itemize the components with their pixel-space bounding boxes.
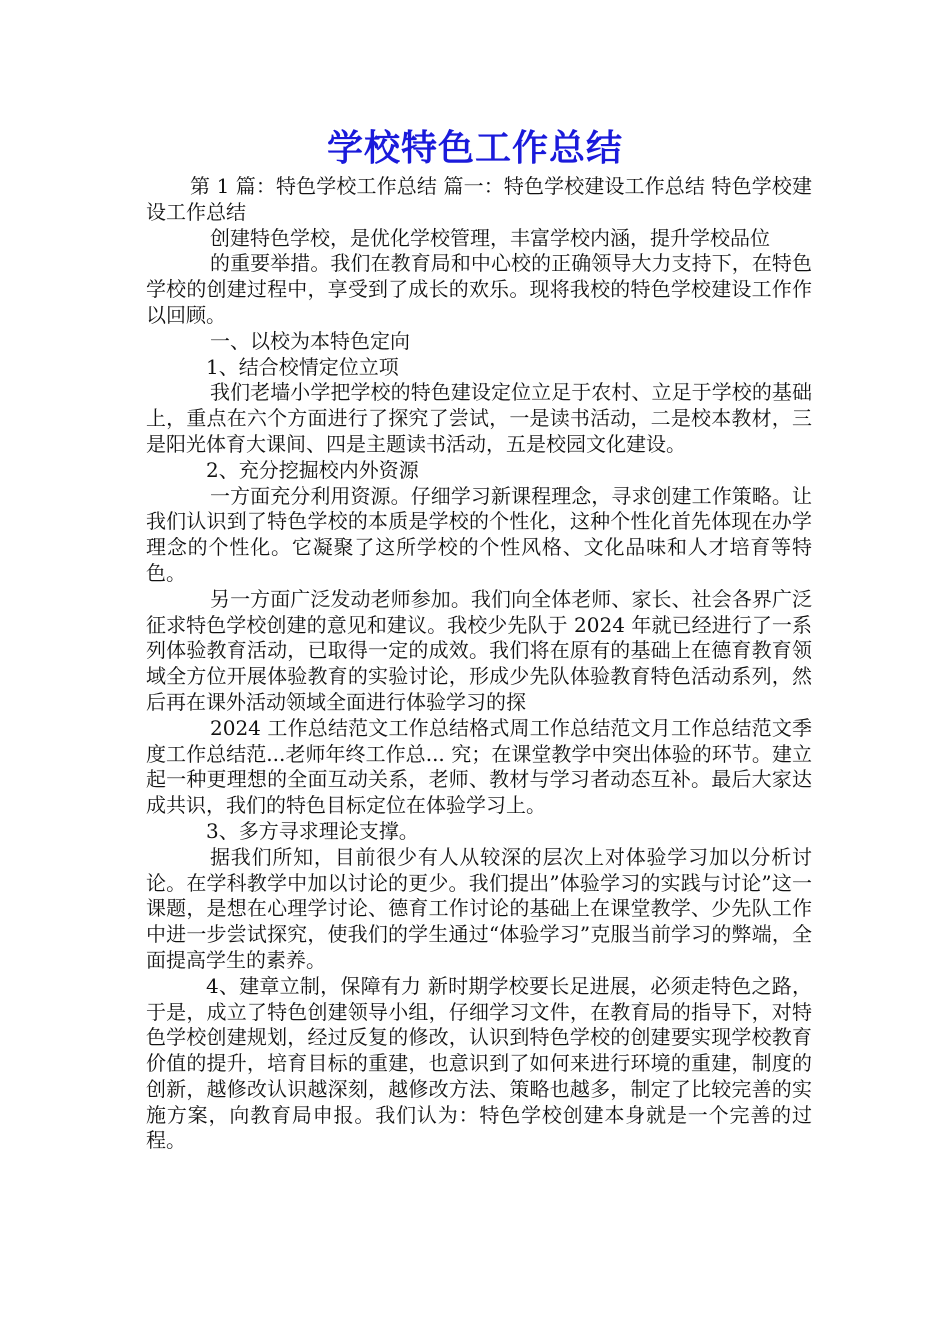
document-title: 学校特色工作总结 bbox=[326, 128, 623, 169]
subheading-2: 2、充分挖掘校内外资源 bbox=[206, 457, 419, 482]
paragraph-intro: 第 1 篇：特色学校工作总结 篇一：特色学校建设工作总结 特色学校建设工作总结 bbox=[146, 174, 812, 224]
paragraph: 我们老墙小学把学校的特色建设定位立足于农村、立足于学校的基础上，重点在六个方面进行了探究了尝试，一是读书活动，二是校本教材，三是阳光体育大课间、四是主题读书活动，五是校园文化建设。 bbox=[146, 380, 812, 456]
paragraph: 据我们所知，目前很少有人从较深的层次上对体验学习加以分析讨论。在学科教学中加以讨论的更少。我们提出”体验学习的实践与讨论”这一课题，是想在心理学讨论、德育工作讨论的基础上在课堂教学、少先队工作中进一步尝试探究，使我们的学生通过“体验学习”克服当前学习的弊端，全面提高学生的素养。 bbox=[146, 844, 812, 972]
subheading-3: 3、多方寻求理论支撑。 bbox=[206, 818, 419, 843]
document-body bbox=[146, 174, 812, 1154]
paragraph: 一方面充分利用资源。仔细学习新课程理念，寻求创建工作策略。让我们认识到了特色学校的本质是学校的个性化，这种个性化首先体现在办学理念的个性化。它凝聚了这所学校的个性风格、文化品味和人才培育等特色。 bbox=[146, 483, 812, 585]
subheading-4: 4、建章立制，保障有力 新时期学校要长足进展，必须走特色之路，于是，成立了特色创建领导小组，仔细学习文件，在教育局的指导下，对特色学校创建规划，经过反复的修改，认识到特色学校的创建要实现学校教育价值的提升，培育目标的重建，也意识到了如何来进行环境的重建，制度的创新，越修改认识越深刻，越修改方法、策略也越多，制定了比较完善的实施方案，向教育局申报。我们认为：特色学校创建本身就是一个完善的过程。 bbox=[146, 973, 812, 1153]
paragraph: 另一方面广泛发动老师参加。我们向全体老师、家长、社会各界广泛征求特色学校创建的意见和建议。我校少先队于 2024 年就已经进行了一系列体验教育活动，已取得一定的成效。我们将在原有的基础上在德育教育领域全方位开展体验教育的实验讨论，形成少先队体验教育特色活动系列，然后再在课外活动领域全面进行体验学习的探 bbox=[146, 586, 812, 714]
paragraph: 的重要举措。我们在教育局和中心校的正确领导大力支持下，在特色学校的创建过程中，享受到了成长的欢乐。现将我校的特色学校建设工作作以回顾。 bbox=[146, 251, 812, 327]
subheading-1: 1、结合校情定位立项 bbox=[206, 354, 399, 379]
section-heading-1: 一、以校为本特色定向 bbox=[210, 328, 410, 353]
paragraph: 创建特色学校，是优化学校管理，丰富学校内涵，提升学校品位 bbox=[210, 225, 770, 250]
paragraph: 2024 工作总结范文工作总结格式周工作总结范文月工作总结范文季度工作总结范...老师年终工作总... 究；在课堂教学中突出体验的环节。建立起一种更理想的全面互动关系，老师、教材与学习者动态互补。最后大家达成共识，我们的特色目标定位在体验学习上。 bbox=[146, 715, 812, 818]
